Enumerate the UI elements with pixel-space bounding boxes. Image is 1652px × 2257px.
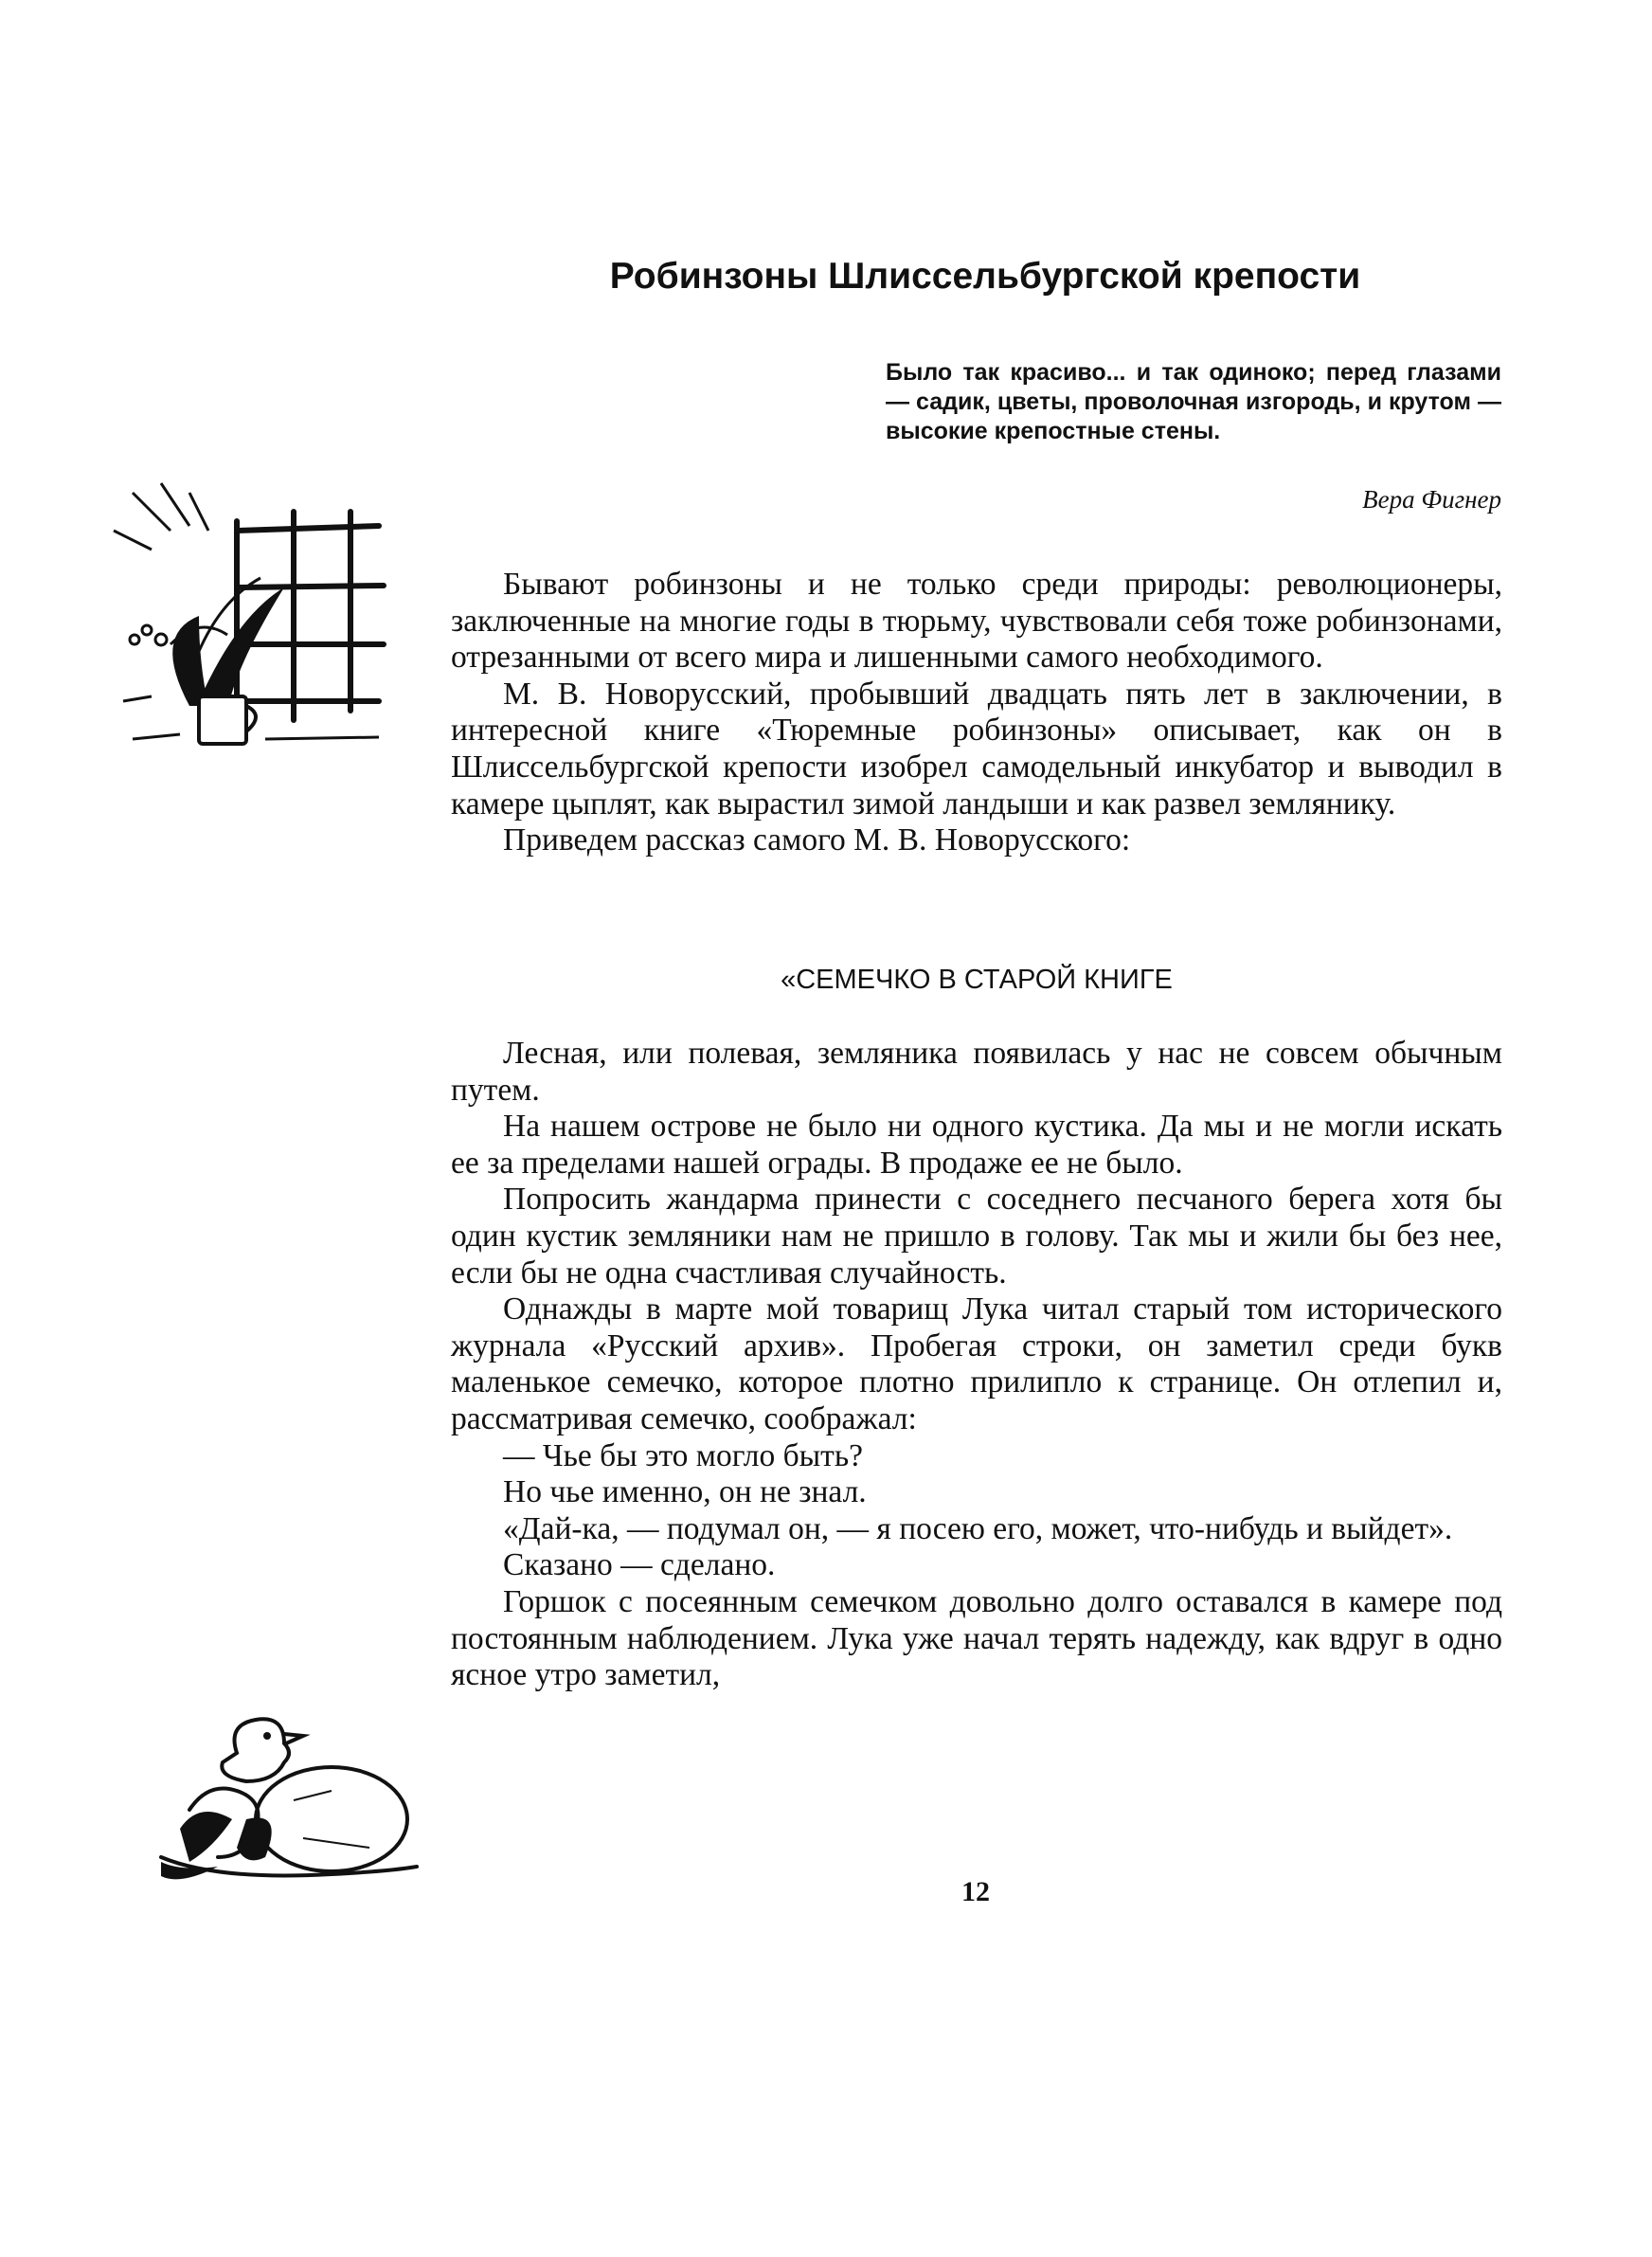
window-lily-illustration: [95, 474, 407, 767]
paragraph: Сказано — сделано.: [503, 1547, 776, 1583]
story-text: [451, 1036, 1502, 1694]
chick-egg-illustration: [142, 1706, 426, 1895]
paragraph: Приведем рассказ самого М. В. Новорусского:: [503, 822, 1131, 858]
paragraph: Но чье именно, он не знал.: [503, 1474, 867, 1510]
paragraph: — Чье бы это могло быть?: [503, 1437, 863, 1473]
section-title: «СЕМЕЧКО В СТАРОЙ КНИГЕ: [781, 965, 1173, 995]
paragraph: М. В. Новорусский, пробывший двадцать пять лет в заключении, в интересной книге «Тюремные робинзоны» описывает, как он в Шлиссельбургской крепости изобрел самодельный инкубатор и выводил в камере цыплят, как вырастил зимой ландыши и как развел землянику.: [451, 676, 1502, 822]
chapter-title: Робинзоны Шлиссельбургской крепости: [609, 256, 1361, 297]
paragraph: «Дай-ка, — подумал он, — я посею его, может, что-нибудь и выйдет».: [503, 1510, 1453, 1546]
paragraph: На нашем острове не было ни одного кустика. Да мы и не могли искать ее за пределами нашей ограды. В продаже ее не было.: [451, 1109, 1502, 1181]
page-number: 12: [961, 1876, 990, 1907]
epigraph-text: Было так красиво... и так одиноко; перед глазами — садик, цветы, проволочная изгородь, и крутом — высокие крепостные стены.: [886, 359, 1501, 444]
epigraph-author: Вера Фигнер: [1362, 485, 1501, 514]
intro-text: [451, 567, 1502, 859]
paragraph: Горшок с посеянным семечком довольно долго оставался в камере под постоянным наблюдением. Лука уже начал терять надежду, как вдруг в одно ясное утро заметил,: [451, 1583, 1502, 1693]
paragraph: Лесная, или полевая, земляника появилась у нас не совсем обычным путем.: [451, 1036, 1502, 1108]
paragraph: Однажды в марте мой товарищ Лука читал старый том исторического журнала «Русский архив». Пробегая строки, он заметил среди букв маленькое семечко, которое плотно прилипло к странице. Он отлепил и, рассматривая семечко, соображал:: [451, 1291, 1502, 1436]
paragraph: Бывают робинзоны и не только среди природы: революционеры, заключенные на многие годы в тюрьму, чувствовали себя тоже робинзонами, отрезанными от всего мира и лишенными самого необходимого.: [451, 567, 1502, 676]
paragraph: Попросить жандарма принести с соседнего песчаного берега хотя бы один кустик земляники нам не пришло в голову. Так мы и жили бы без нее, если бы не одна счастливая случайность.: [451, 1182, 1502, 1291]
